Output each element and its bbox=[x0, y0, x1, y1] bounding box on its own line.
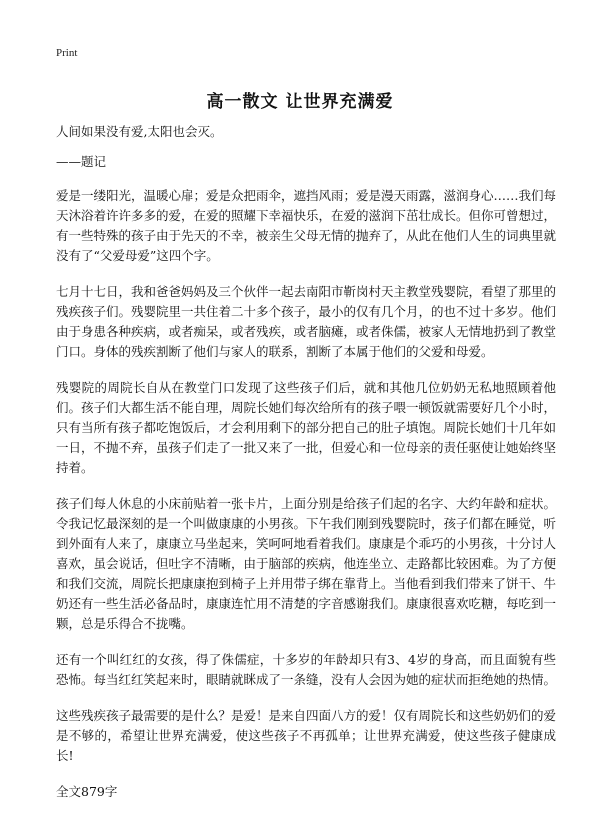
article-paragraph-4: 孩子们每人休息的小床前贴着一张卡片，上面分别是给孩子们起的名字、大约年龄和症状。令我记忆最深刻的是一个叫做康康的小男孩。下午我们刚到残婴院时，孩子们都在睡觉，听到外面有人来了，康康立马坐起来，笑呵呵地看着我们。康康是个乖巧的小男孩，十分讨人喜欢，虽会说话，但吐字不清晰，由于脑部的疾病，他连坐立、走路都比较困难。为了方便和我们交流，周院长把康康抱到椅子上并用带子绑在靠背上。当他看到我们带来了饼干、牛奶还有一些生活必备品时，康康连忙用不清楚的字音感谢我们。康康很喜欢吃糖，每吃到一颗，总是乐得合不拢嘴。 bbox=[56, 496, 557, 631]
article-title: 高一散文 让世界充满爱 bbox=[206, 92, 394, 113]
print-link[interactable]: Print bbox=[56, 47, 78, 59]
article-body bbox=[56, 122, 556, 818]
article-paragraph-3: 残婴院的周院长自从在教堂门口发现了这些孩子们后，就和其他几位奶奶无私地照顾着他们。孩子们大都生活不能自理，周院长她们每次给所有的孩子喂一顿饭就需要好几个小时，只有当所有孩子都吃饱饭后，才会利用剩下的部分把自己的肚子填饱。周院长她们十几年如一日，不抛不弃，虽孩子们走了一批又来了一批，但爱心和一位母亲的责任驱使让她始终坚持着。 bbox=[56, 380, 557, 475]
word-count: 全文879字 bbox=[56, 784, 118, 799]
epigraph-signature: ——题记 bbox=[56, 154, 107, 169]
article-paragraph-2: 七月十七日，我和爸爸妈妈及三个伙伴一起去南阳市靳岗村天主教堂残婴院，看望了那里的残疾孩子们。残婴院里一共住着二十多个孩子，最小的仅有几个月，的也不过十多岁。他们由于身患各种疾病，或者痴呆，或者残疾，或者脑瘫，或者侏儒，被家人无情地扔到了教堂门口。身体的残疾割断了他们与家人的联系，割断了本属于他们的父爱和母爱。 bbox=[56, 284, 557, 359]
article-paragraph-5: 还有一个叫红红的女孩，得了侏儒症，十多岁的年龄却只有3、4岁的身高，而且面貌有些恐怖。每当红红笑起来时，眼睛就眯成了一条缝，没有人会因为她的症状而拒绝她的热情。 bbox=[56, 652, 557, 687]
article-paragraph-1: 爱是一缕阳光，温暖心扉；爱是众把雨伞，遮挡风雨；爱是漫天雨露，滋润身心……我们每天沐浴着许许多多的爱，在爱的照耀下幸福快乐，在爱的滋润下茁壮成长。但你可曾想过，有一些特殊的孩子由于先天的不幸，被亲生父母无情的抛弃了，从此在他们人生的词典里就没有了“父爱母爱”这四个字。 bbox=[56, 188, 557, 263]
article-paragraph-6: 这些残疾孩子最需要的是什么？是爱！是来自四面八方的爱！仅有周院长和这些奶奶们的爱是不够的，希望让世界充满爱，使这些孩子不再孤单；让世界充满爱，使这些孩子健康成长! bbox=[56, 708, 557, 763]
epigraph: 人间如果没有爱,太阳也会灭。 bbox=[56, 124, 223, 139]
